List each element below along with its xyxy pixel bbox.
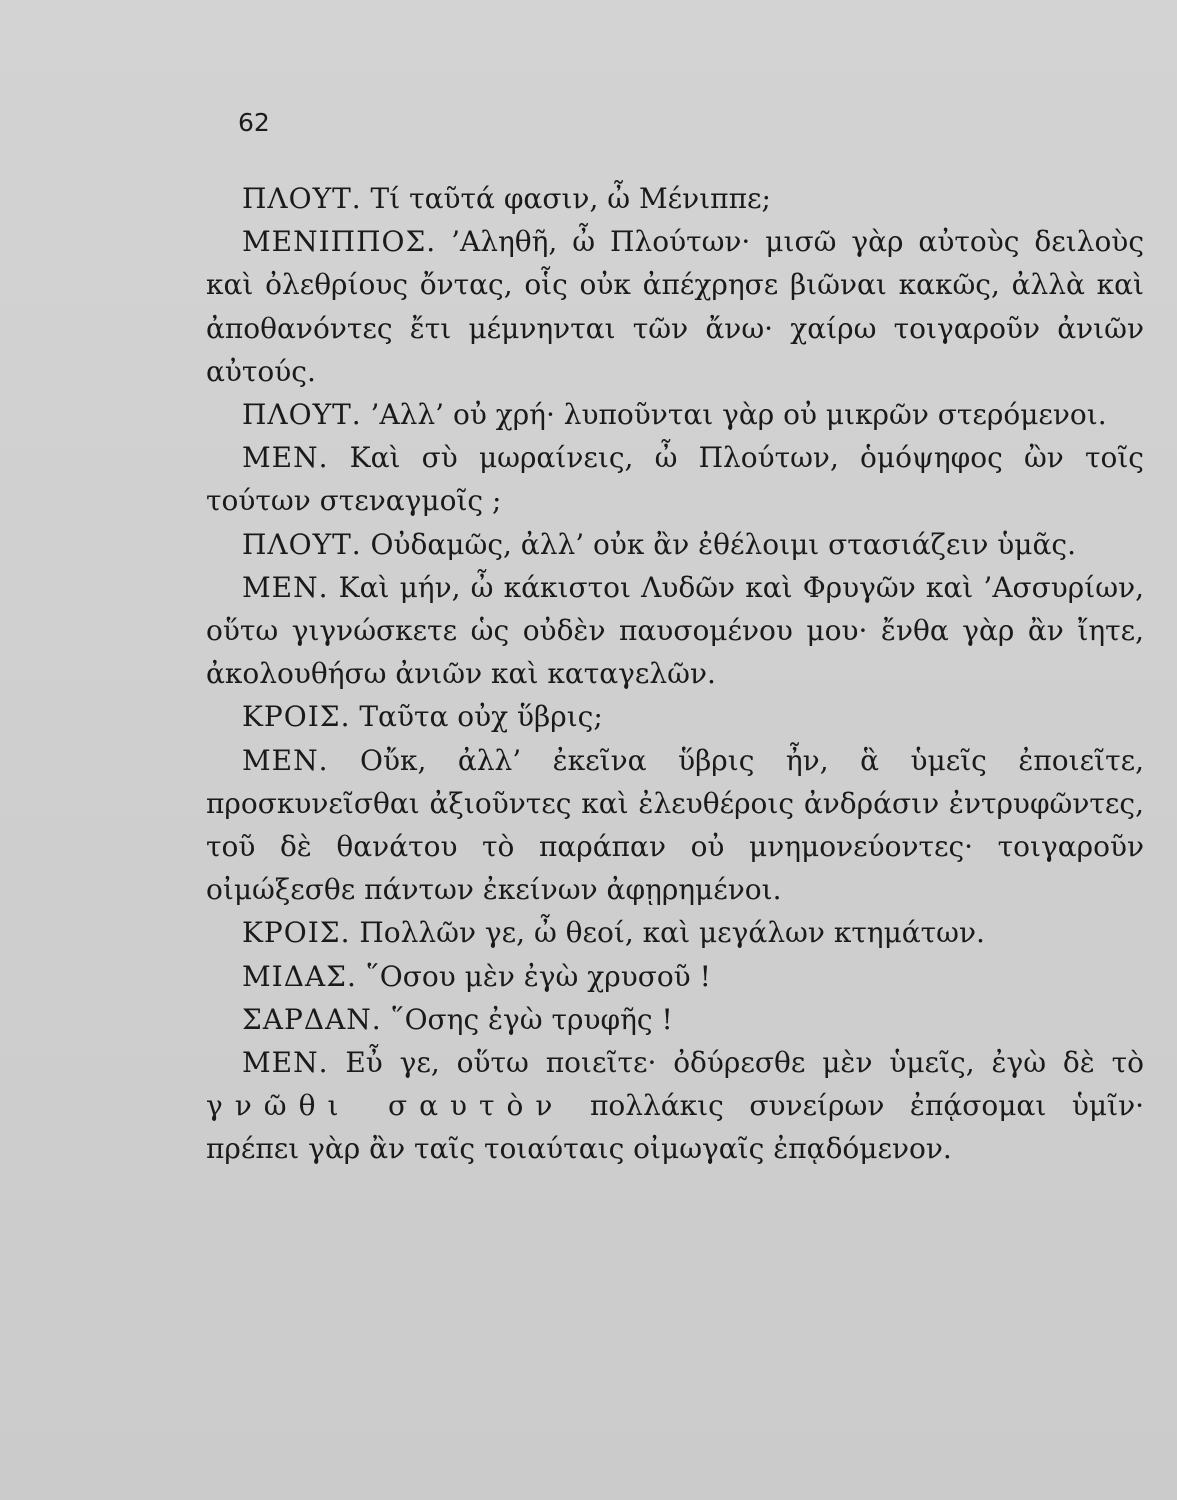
speech-text: ῞Οσου μὲν ἐγὼ χρυσοῦ ! [356,959,711,993]
speaker-name: ΜΙΔΑΣ. [242,959,357,993]
paragraph [206,220,1144,393]
speech-text: Εὖ γε, οὕτω ποιεῖτε· ὀδύρεσθε μὲν ὑμεῖς, ἐγὼ δὲ τὸ [328,1046,1144,1080]
paragraph [206,177,1144,220]
speaker-name: ΜΕΝ. [242,743,329,777]
speaker-name: ΜΕΝ. [242,570,329,604]
paragraph [206,695,1144,738]
speech-text: ῞Οσης ἐγὼ τρυφῆς ! [381,1002,673,1036]
speaker-name: ΜΕΝΙΠΠΟΣ. [242,225,437,259]
paragraph [206,566,1144,696]
speech-text: Ταῦτα οὐχ ὕβρις; [350,700,603,734]
spaced-quotation: γνῶθι σαυτὸν [206,1089,565,1123]
speech-text: Οὐδαμῶς, ἀλλ’ οὐκ ἂν ἐθέλοιμι στασιάζειν ὑμᾶς. [361,527,1076,561]
paragraph [206,393,1144,436]
speaker-name: ΜΕΝ. [242,441,329,475]
speech-text: Οὔκ, ἀλλ’ ἐκεῖνα ὕβρις ἦν, ἃ ὑμεῖς ἐποιεῖτε, προσκυνεῖσθαι ἀξιοῦντες καὶ ἐλευθέροις ἀνδράσιν ἐντρυφῶντες, τοῦ δὲ θανάτου τὸ παράπαν οὐ μνημονεύοντες· τοιγαροῦν οἰμώξεσθε πάντων ἐκείνων ἀφῃρημένοι. [206,743,1144,907]
paragraph [206,998,1144,1041]
speaker-name: ΠΛΟΥΤ. [242,182,362,215]
speech-text-continued: πολλάκις συνείρων ἐπᾴσομαι ὑμῖν· πρέπει γὰρ ἂν ταῖς τοιαύταις οἰμωγαῖς ἐπᾳδόμενον. [206,1089,1144,1166]
paragraph [206,523,1144,566]
speech-text: Πολλῶν γε, ὦ θεοί, καὶ μεγάλων κτημάτων. [350,916,985,950]
paragraph [206,911,1144,954]
speech-text: Καὶ σὺ μωραίνεις, ὦ Πλούτων, ὁμόψηφος ὢν τοῖς τούτων στεναγμοῖς ; [206,441,1144,518]
speaker-name: ΠΛΟΥΤ. [242,398,362,432]
speaker-name: ΜΕΝ. [242,1046,329,1080]
speech-text: Καὶ μήν, ὦ κάκιστοι Λυδῶν καὶ Φρυγῶν καὶ ’Ασσυρίων, οὕτω γιγνώσκετε ὡς οὐδὲν παυσομένου μου· ἔνθα γὰρ ἂν ἴητε, ἀκολουθήσω ἀνιῶν καὶ καταγελῶν. [206,570,1144,691]
paragraph [206,739,1144,912]
speaker-name: ΚΡΟΙΣ. [242,700,351,734]
speech-text: Τί ταῦτά φασιν, ὦ Μένιππε; [361,182,771,215]
paragraph [206,436,1144,522]
speaker-name: ΣΑΡΔΑΝ. [242,1002,382,1036]
speaker-name: ΚΡΟΙΣ. [242,916,351,950]
paragraph [206,1041,1144,1171]
speech-text: ’Αλλ’ οὐ χρή· λυποῦνται γὰρ οὐ μικρῶν στερόμενοι. [361,398,1107,432]
dialogue-text [206,177,1144,1171]
speech-text: ’Αληθῆ, ὦ Πλούτων· μισῶ γὰρ αὐτοὺς δειλοὺς καὶ ὀλεθρίους ὄντας, οἷς οὐκ ἀπέχρησε βιῶναι κακῶς, ἀλλὰ καὶ ἀποθανόντες ἔτι μέμνηνται τῶν ἄνω· χαίρω τοιγαροῦν ἀνιῶν αὐτούς. [206,225,1144,388]
paragraph [206,955,1144,998]
speaker-name: ΠΛΟΥΤ. [242,527,362,561]
page-number: 62 [238,108,270,137]
